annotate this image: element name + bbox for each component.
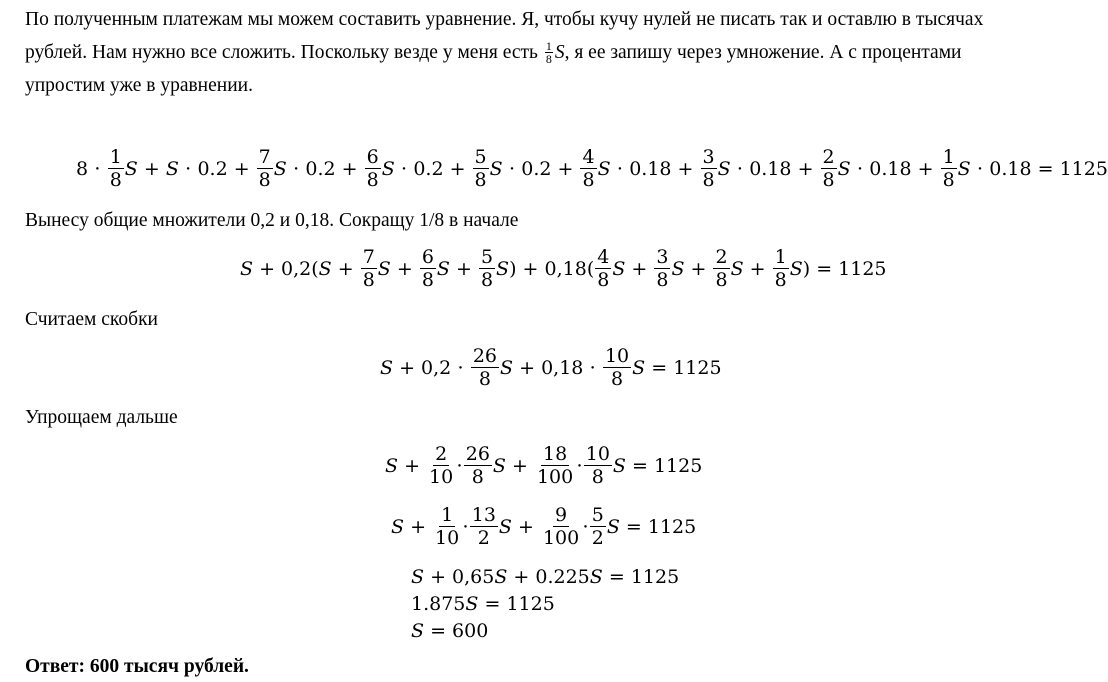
equation-7 — [411, 592, 555, 616]
op-plus: + — [404, 515, 433, 538]
op-plus: + — [671, 157, 700, 180]
fraction — [603, 345, 631, 390]
equation-1 — [76, 146, 1108, 191]
fraction — [479, 246, 495, 291]
variable-s: S — [494, 566, 508, 588]
coef: 8 — [76, 157, 89, 180]
step-text-3: Упрощаем дальше — [25, 407, 178, 428]
op-plus: + — [551, 157, 580, 180]
intro-paragraph — [25, 3, 1027, 102]
rate: 0.18 — [629, 157, 672, 180]
variable-s: S — [240, 257, 254, 280]
denominator: 8 — [591, 466, 604, 488]
rate: 0,2 — [421, 356, 452, 379]
variable-s: S — [377, 257, 391, 280]
denominator: 8 — [366, 169, 379, 191]
denominator: 8 — [611, 368, 624, 390]
variable-s: S — [381, 157, 395, 180]
op-dot: ⋅ — [451, 356, 470, 379]
variable-s: S — [489, 157, 503, 180]
denominator: 8 — [597, 269, 610, 291]
variable-s: S — [612, 454, 626, 477]
denominator: 8 — [471, 466, 484, 488]
rate: 0.2 — [197, 157, 228, 180]
fraction — [420, 246, 436, 291]
fraction — [654, 246, 670, 291]
fraction — [595, 246, 611, 291]
fraction — [365, 146, 381, 191]
rate: 0,18 — [541, 356, 584, 379]
fraction — [470, 504, 498, 549]
fraction — [584, 443, 612, 488]
op-plus: + — [331, 257, 360, 280]
fraction — [701, 146, 717, 191]
paren-open: ( — [586, 257, 595, 280]
variable-s: S — [837, 157, 851, 180]
op-plus: + — [911, 157, 940, 180]
variable-s: S — [632, 356, 646, 379]
rhs-value: 1125 — [653, 454, 703, 477]
op-plus: + — [253, 257, 282, 280]
equation-5 — [391, 504, 696, 549]
op-dot: ⋅ — [456, 454, 463, 477]
denominator: 10 — [435, 527, 460, 549]
op-plus: + — [505, 454, 534, 477]
variable-s: S — [436, 257, 450, 280]
op-plus: + — [390, 257, 419, 280]
op-plus: + — [398, 454, 427, 477]
paren-close: ) — [802, 257, 811, 280]
variable-s: S — [391, 515, 405, 538]
fraction — [257, 146, 273, 191]
op-equals: = — [625, 454, 654, 477]
denominator: 8 — [478, 368, 491, 390]
fraction — [361, 246, 377, 291]
fraction — [535, 443, 575, 488]
op-plus: + — [743, 257, 772, 280]
denominator: 8 — [109, 169, 122, 191]
numerator: 26 — [472, 345, 498, 367]
rhs-value: 1125 — [1059, 157, 1108, 180]
coef: 0.225 — [535, 566, 590, 588]
numerator: 4 — [582, 146, 595, 168]
op-plus: + — [513, 356, 542, 379]
rhs-value: 1125 — [506, 593, 555, 615]
intro-text-2: , я ее запишу через умножение. А с процентами упростим уже в уравнении. — [25, 42, 962, 96]
rate: 0.18 — [989, 157, 1032, 180]
numerator: 2 — [715, 246, 728, 268]
op-plus: + — [227, 157, 256, 180]
equation-8 — [411, 619, 488, 643]
numerator: 2 — [435, 443, 448, 465]
fraction — [433, 504, 461, 549]
rhs-value: 1125 — [838, 257, 887, 280]
paren-open: ( — [311, 257, 319, 280]
fraction — [941, 146, 957, 191]
numerator: 3 — [656, 246, 669, 268]
variable-s: S — [385, 454, 399, 477]
numerator: 7 — [258, 146, 271, 168]
denominator: 8 — [421, 269, 434, 291]
variable-s: S — [671, 257, 685, 280]
op-equals: = — [645, 356, 674, 379]
numerator: 26 — [465, 443, 490, 465]
numerator: 3 — [702, 146, 715, 168]
coef: 0,65 — [452, 566, 495, 588]
numerator: 9 — [555, 504, 568, 526]
fraction — [590, 504, 606, 549]
equation-3 — [380, 345, 722, 390]
op-plus: + — [424, 566, 453, 588]
op-plus: + — [393, 356, 422, 379]
numerator: 1 — [774, 246, 787, 268]
op-plus: + — [516, 257, 545, 280]
step-text-2: Считаем скобки — [25, 309, 158, 330]
rate: 0.2 — [521, 157, 552, 180]
numerator: 2 — [822, 146, 835, 168]
variable-s: S — [318, 257, 332, 280]
variable-s: S — [612, 257, 626, 280]
paren-close: ) — [509, 257, 517, 280]
rate: 0.2 — [413, 157, 444, 180]
op-dot: ⋅ — [502, 157, 522, 180]
fraction — [473, 146, 489, 191]
op-plus: + — [684, 257, 713, 280]
numerator: 5 — [474, 146, 487, 168]
equation-4 — [385, 443, 702, 488]
rhs-value: 1125 — [630, 566, 680, 588]
fraction-numerator: 1 — [545, 39, 552, 54]
variable-s: S — [165, 157, 179, 180]
intro-inline-fraction — [545, 40, 553, 65]
denominator: 2 — [591, 527, 604, 549]
denominator: 100 — [536, 466, 574, 488]
fraction-denominator: 8 — [545, 52, 552, 67]
denominator: 8 — [480, 269, 494, 291]
numerator: 1 — [441, 504, 454, 526]
denominator: 8 — [362, 269, 375, 291]
op-plus: + — [335, 157, 364, 180]
fraction — [464, 443, 492, 488]
numerator: 6 — [421, 246, 434, 268]
op-dot: ⋅ — [394, 157, 414, 180]
numerator: 1 — [942, 146, 955, 168]
denominator: 8 — [715, 269, 728, 291]
fraction — [713, 246, 729, 291]
op-equals: = — [619, 515, 648, 538]
variable-s: S — [789, 257, 803, 280]
denominator: 8 — [942, 169, 955, 191]
variable-s: S — [465, 593, 479, 615]
fraction — [471, 345, 499, 390]
numerator: 13 — [471, 504, 496, 526]
variable-s: S — [492, 454, 506, 477]
fraction — [821, 146, 837, 191]
denominator: 8 — [474, 169, 487, 191]
op-plus: + — [137, 157, 166, 180]
op-dot: ⋅ — [970, 157, 990, 180]
fraction — [427, 443, 455, 488]
variable-s: S — [498, 515, 512, 538]
op-dot: ⋅ — [730, 157, 750, 180]
variable-s: S — [273, 157, 287, 180]
numerator: 5 — [591, 504, 604, 526]
variable-s: S — [606, 515, 620, 538]
op-dot: ⋅ — [178, 157, 198, 180]
op-dot: ⋅ — [582, 515, 589, 538]
op-dot: ⋅ — [850, 157, 870, 180]
variable-s: S — [717, 157, 731, 180]
denominator: 8 — [258, 169, 271, 191]
rate: 0,2 — [281, 257, 312, 280]
equation-6 — [411, 565, 679, 589]
numerator: 4 — [597, 246, 610, 268]
fraction — [580, 146, 596, 191]
coef: 1.875 — [411, 593, 466, 615]
rate: 0.2 — [305, 157, 336, 180]
equation-2 — [240, 246, 887, 291]
op-dot: ⋅ — [462, 515, 469, 538]
denominator: 8 — [822, 169, 835, 191]
variable-s: S — [730, 257, 744, 280]
denominator: 10 — [429, 466, 454, 488]
op-equals: = — [810, 257, 839, 280]
op-dot: ⋅ — [286, 157, 306, 180]
denominator: 100 — [542, 527, 580, 549]
fraction — [541, 504, 581, 549]
variable-s: S — [500, 356, 514, 379]
variable-s: S — [124, 157, 138, 180]
op-plus: + — [443, 157, 472, 180]
answer-text: Ответ: 600 тысяч рублей. — [25, 656, 249, 677]
rate: 0,18 — [544, 257, 587, 280]
op-equals: = — [1031, 157, 1060, 180]
numerator: 10 — [585, 443, 610, 465]
op-plus: + — [791, 157, 820, 180]
intro-text-1: По полученным платежам мы можем составить уравнение. Я, чтобы кучу нулей не писать так и оставлю в тысячах рублей. Нам нужно все сложить. Поскольку везде у меня есть — [25, 9, 984, 63]
op-plus: + — [511, 515, 540, 538]
op-dot: ⋅ — [583, 356, 602, 379]
numerator: 10 — [604, 345, 630, 367]
numerator: 1 — [109, 146, 122, 168]
op-dot: ⋅ — [88, 157, 107, 180]
fraction — [773, 246, 789, 291]
rate: 0.18 — [749, 157, 792, 180]
denominator: 8 — [774, 269, 787, 291]
variable-s: S — [411, 566, 425, 588]
step-text-1: Вынесу общие множители 0,2 и 0,18. Сокращу 1/8 в начале — [25, 210, 519, 231]
op-equals: = — [478, 593, 507, 615]
variable-s: S — [597, 157, 611, 180]
op-plus: + — [507, 566, 536, 588]
fraction — [108, 146, 124, 191]
rhs-value: 1125 — [647, 515, 697, 538]
variable-s: S — [496, 257, 510, 280]
op-equals: = — [602, 566, 631, 588]
numerator: 5 — [480, 246, 494, 268]
op-dot: ⋅ — [576, 454, 583, 477]
variable-s: S — [957, 157, 971, 180]
numerator: 7 — [362, 246, 375, 268]
op-plus: + — [449, 257, 478, 280]
op-equals: = — [424, 620, 453, 642]
rate: 0.18 — [869, 157, 912, 180]
variable-s: S — [380, 356, 394, 379]
denominator: 8 — [582, 169, 595, 191]
rhs-value: 1125 — [673, 356, 722, 379]
numerator: 18 — [542, 443, 568, 465]
numerator: 6 — [366, 146, 379, 168]
op-dot: ⋅ — [610, 157, 630, 180]
denominator: 8 — [656, 269, 669, 291]
variable-s: S — [411, 620, 425, 642]
op-plus: + — [625, 257, 654, 280]
denominator: 8 — [702, 169, 715, 191]
denominator: 2 — [477, 527, 490, 549]
variable-s: S — [554, 42, 565, 63]
rhs-value: 600 — [452, 620, 489, 642]
variable-s: S — [589, 566, 603, 588]
